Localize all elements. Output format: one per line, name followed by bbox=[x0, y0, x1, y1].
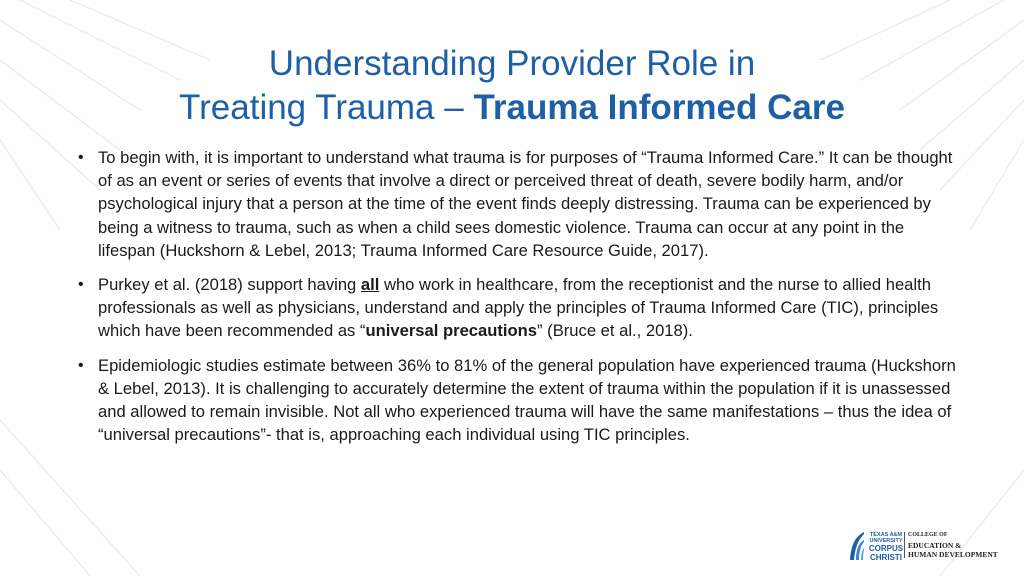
slide-title bbox=[80, 42, 944, 130]
university-line-4: CHRISTI bbox=[870, 553, 902, 562]
emphasis-all: all bbox=[360, 275, 380, 295]
college-line-2: EDUCATION & bbox=[908, 540, 962, 550]
bullet-marker: • bbox=[78, 149, 84, 166]
bullet-text-3: Epidemiologic studies estimate between 36% to 81% of the general population have experienced trauma (Huckshorn & Lebel, 2013). It is challenging to accurately determine the extent of trauma within the population if it is unassessed and allowed to remain invisible. Not all who experienced trauma will have the same manifestations – thus the idea of “universal precautions”- that is, approaching each individual using TIC principles. bbox=[98, 355, 956, 445]
title-line-2 bbox=[80, 86, 944, 130]
bullet-item-2 bbox=[76, 273, 956, 343]
bullet-item-3 bbox=[76, 354, 956, 447]
emphasis-universal-precautions: universal precautions bbox=[365, 321, 538, 341]
college-line-3: HUMAN DEVELOPMENT bbox=[908, 550, 998, 559]
bullet-text-2c: ” (Bruce et al., 2018). bbox=[537, 321, 693, 341]
title-line-1: Understanding Provider Role in bbox=[268, 44, 756, 83]
bullet-list bbox=[76, 146, 956, 457]
university-line-3: CORPUS bbox=[868, 544, 904, 553]
university-wordmark bbox=[866, 532, 906, 562]
wing-icon bbox=[848, 530, 866, 562]
title-line-2-prefix: Treating Trauma – bbox=[179, 88, 474, 127]
logo-divider bbox=[904, 532, 905, 558]
college-line-1: COLLEGE OF bbox=[908, 532, 948, 538]
bullet-marker: • bbox=[78, 356, 84, 374]
college-wordmark bbox=[908, 531, 1000, 560]
bullet-text-2b: who work in healthcare, from the receptionist and the nurse to allied health professionals as well as physicians, understand and apply the principles of Trauma Informed Care (TIC), principles which have been recommended as “ bbox=[98, 275, 939, 341]
title-line-2-bold: Trauma Informed Care bbox=[473, 88, 845, 127]
bullet-text-1: To begin with, it is important to understand what trauma is for purposes of “Trauma Informed Care.” It can be thought of as an event or series of events that involve a direct or perceived threat of death, severe bodily harm, and/or psychological injury that a person at the time of the event finds deeply distressing. Trauma can be experienced by being a witness to trauma, such as when a child sees domestic violence. Trauma can occur at any point in the lifespan (Huckshorn & Lebel, 2013; Trauma Informed Care Resource Guide, 2017). bbox=[98, 148, 953, 260]
bullet-marker: • bbox=[78, 276, 84, 294]
bullet-item-1 bbox=[76, 146, 956, 262]
university-line-1: TEXAS A&M bbox=[869, 532, 903, 538]
university-line-2: UNIVERSITY bbox=[869, 538, 903, 544]
college-logo bbox=[848, 528, 1000, 564]
bullet-text-2a: Purkey et al. (2018) support having bbox=[98, 275, 361, 295]
